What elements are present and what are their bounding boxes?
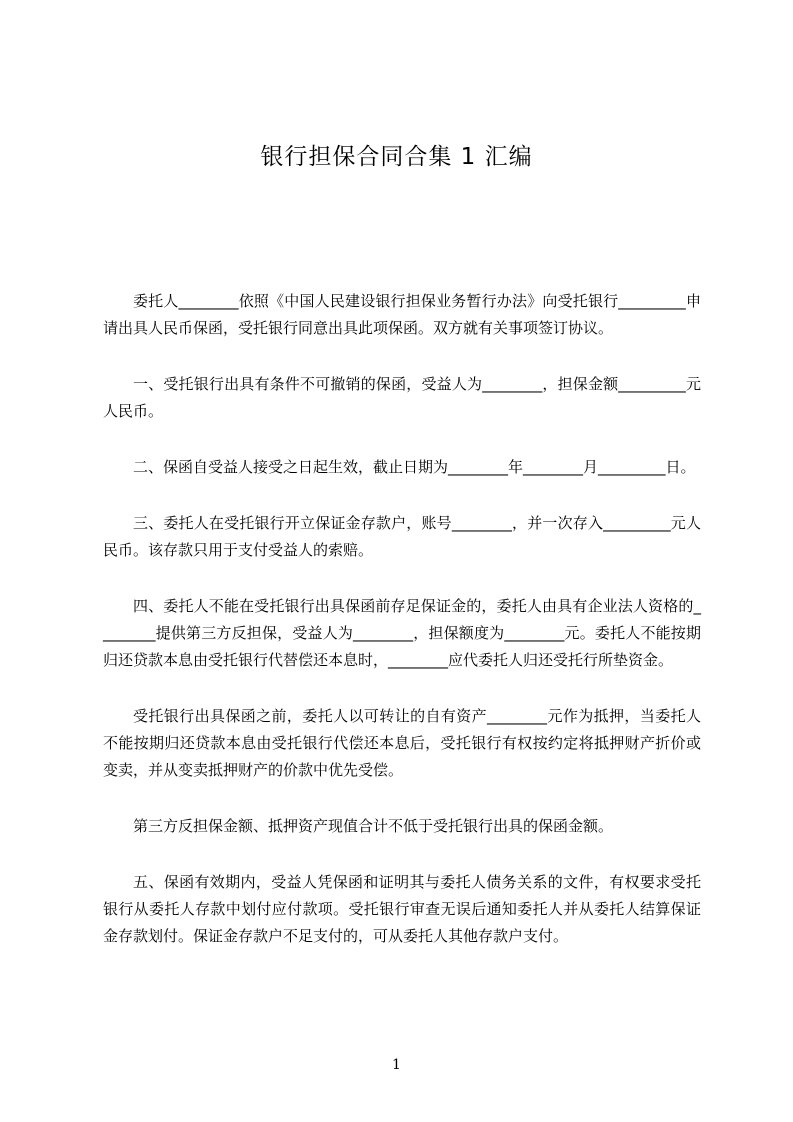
paragraph-clause-3: 三、委托人在受托银行开立保证金存款户，账号________，并一次存入_________元人民币。该存款只用于支付受益人的索赔。: [103, 514, 701, 559]
paragraph-guarantee-total: 第三方反担保金额、抵押资产现值合计不低于受托银行出具的保函金额。: [133, 817, 614, 835]
paragraph-clause-4: 四、委托人不能在受托银行出具保函前存足保证金的，委托人由具有企业法人资格的________提供第三方反担保，受益人为________，担保额度为________元。委托人不能按期归还贷款本息由受托银行代替偿还本息时，________应代委托人归还受托行所垫资金。: [103, 597, 701, 669]
document-title: 银行担保合同合集 1 汇编: [260, 144, 533, 170]
page-number: 1: [392, 1057, 401, 1073]
paragraph-mortgage: 受托银行出具保函之前，委托人以可转让的自有资产________元作为抵押，当委托人不能按期归还贷款本息由受托银行代偿还本息后，受托银行有权按约定将抵押财产折价或变卖，并从变卖抵押财产的价款中优先受偿。: [103, 707, 701, 779]
paragraph-clause-1: 一、受托银行出具有条件不可撤销的保函，受益人为________，担保金额_________元人民币。: [103, 375, 701, 420]
paragraph-clause-2: 二、保函自受益人接受之日起生效，截止日期为________年________月_________日。: [133, 458, 696, 476]
paragraph-clause-5: 五、保函有效期内，受益人凭保函和证明其与委托人债务关系的文件，有权要求受托银行从委托人存款中划付应付款项。受托银行审查无误后通知委托人并从委托人结算保证金存款划付。保证金存款户不足支付的，可从委托人其他存款户支付。: [103, 873, 701, 945]
paragraph-preamble: 委托人________依照《中国人民建设银行担保业务暂行办法》向受托银行_________申请出具人民币保函，受托银行同意出具此项保函。双方就有关事项签订协议。: [103, 292, 701, 337]
document-body: [103, 288, 701, 979]
